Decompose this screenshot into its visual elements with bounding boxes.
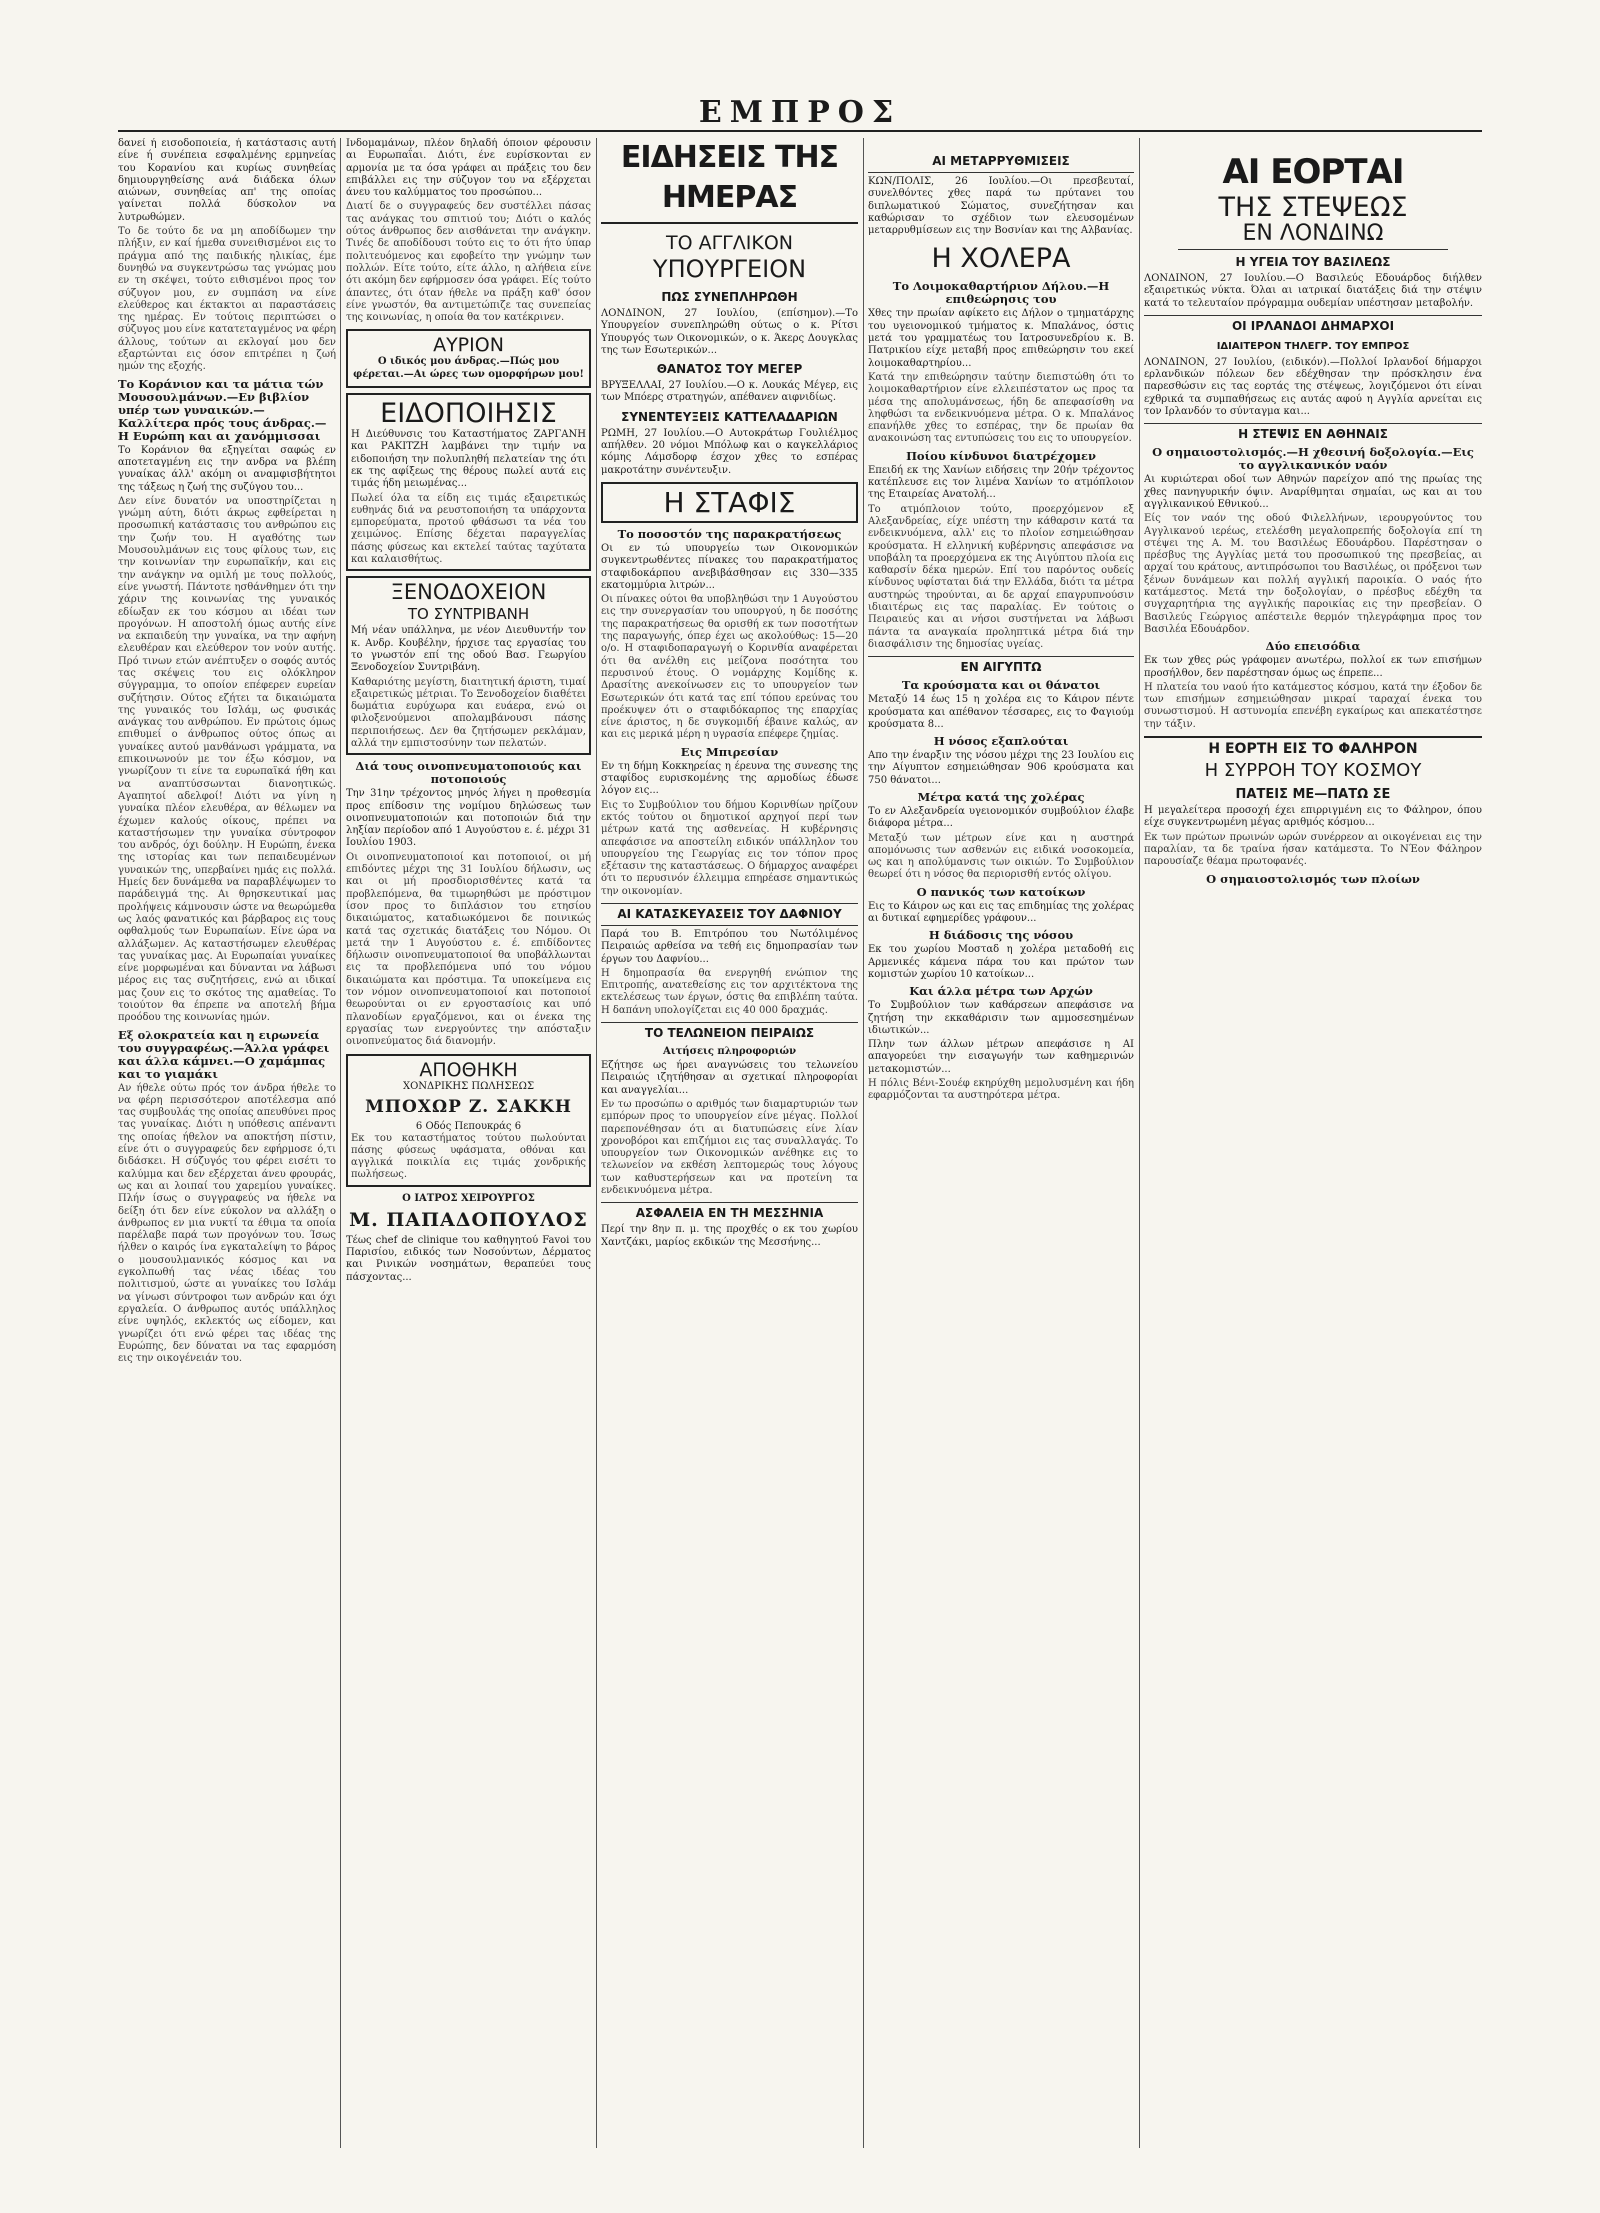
- article-title: ΟΙ ΙΡΛΑΝΔΟΙ ΔΗΜΑΡΧΟΙ: [1144, 315, 1482, 334]
- notice-text: Μή νέαν υπάλληνα, με νέον Διευθυντήν τον κ. Ανδρ. Κουβέλην, ήρχισε τας εργασίας του το γνωστόν επί της οδού Βασ. Γεωργίου Ξενοδοχείον Συντριβάνη.: [351, 625, 586, 674]
- article-subtitle: Ο σημαιοστολισμός.—Η χθεσινή δοξολογία.—Εις το αγγλικανικόν ναόν: [1152, 445, 1474, 473]
- article-continuation: Είς τον ναόν της οδού Φιλελλήνων, ιερουργούντος του Αγγλικανού ιερέως, ετελέσθη μεγαλοπρεπής δοξολογία επί τη στέψει της Α. Μ. του Βασιλέως Εδουάρδου. Παρέστησαν ο πρέσβυς της Αγγλίας μετά του προσωπικού της πρεσβείας, αι αρχαί του κράτους, αντιπρόσωποι του Βασιλέως, οι πρόξενοι των ξένων δυνάμεων και πολλή αγγλική παροικία. Ο ναός ήτο κατάμεστος. Μετά την δοξολογίαν, ο πρέσβυς εδέχθη τα συγχαρητήρια της αγγλικής παροικίας εις την πρεσβείαν. Ο Βασιλεύς Γεώργιος απέστειλε θερμόν τηλεγράφημα προς τον Βασιλέα Εδουάρδον.: [1144, 513, 1482, 635]
- column-4: [868, 138, 1134, 2148]
- notice-continuation: Πωλεί όλα τα είδη εις τιμάς εξαιρετικώς ευθηνάς διά να ρευστοποιήση τα υπάρχοντα εμπορεύματα, προτού φθάσωσι τα νέα του χειμώνος. Επίσης δέχεται παραγγελίας πάσης φύσεως και εκτελεί ταύτας ταχύτατα και καλαισθήτως.: [351, 492, 586, 566]
- ad-title: ΑΠΟΘΗΚΗ: [419, 1058, 518, 1081]
- article-text: ΛΟΝΔΙΝΟΝ, 27 Ιουλίου.—Ο Βασιλεύς Εδουάρδος διήλθεν εξαιρετικώς νύκτα. Όλαι αι ιατρικαί διατάξεις διά την στέψιν κατά το τελευταίον πρόγραμμα ουδεμίαν υπέστησαν μεταβολήν.: [1144, 273, 1482, 309]
- notice-box-aurion: [346, 329, 591, 388]
- article-title: ΑΙ ΜΕΤΑΡΡΥΘΜΙΣΕΙΣ: [868, 154, 1134, 173]
- notice-title: ΕΙΔΟΠΟΙΗΣΙΣ: [380, 398, 557, 430]
- article-subtitle: Το Λοιμοκαθαρτήριον Δήλου.—Η επιθεώρησις του: [892, 279, 1110, 307]
- article-title: ΑΣΦΑΛΕΙΑ ΕΝ ΤΗ ΜΕΣΣΗΝΙΑ: [601, 1202, 858, 1221]
- article-title: Η ΧΟΛΕΡΑ: [931, 243, 1071, 275]
- ad-text: Τέως chef de clinique του καθηγητού Favoi του Παρισίου, ειδικός των Νοσούντων, Δέρματος και Ρινικών νοσημάτων, θεραπεύει τους πάσχοντας...: [346, 1234, 591, 1283]
- article-subtitle: ΠΑΤΕΙΣ ΜΕ—ΠΑΤΩ ΣΕ: [1235, 787, 1391, 803]
- article-title: Η ΣΤΕΨΙΣ ΕΝ ΑΘΗΝΑΙΣ: [1144, 423, 1482, 442]
- article-text: Εκ των χθες ρώς γράφομεν ανωτέρω, πολλοί εκ των επισήμων προσήλθον, δεν παρέστησαν όμως ως έπρεπε...: [1144, 655, 1482, 679]
- ad-title: Ο ΙΑΤΡΟΣ ΧΕΙΡΟΥΡΓΟΣ: [402, 1192, 535, 1204]
- article-title: ΤΟ ΤΕΛΩΝΕΙΟΝ ΠΕΙΡΑΙΩΣ: [601, 1022, 858, 1041]
- section-heading: Η νόσος εξαπλούται: [933, 734, 1069, 749]
- notice-text: Η Διεύθυνσις του Καταστήματος ΖΑΡΓΑΝΗ και ΡΑΚΙΤΖΗ λαμβάνει την τιμήν να ειδοποιήση την πολυπληθή πελατείαν της ότι εκ της αφίξεως της θέρους πωλεί αυτά εις τιμάς ήδη μειωμένας...: [351, 429, 586, 490]
- column-2: [346, 138, 591, 2148]
- article-text: Μεταξύ 14 έως 15 η χολέρα εις το Κάιρον πέντε κρούσματα και απέθανον τέσσαρες, εις το Φαγιούμ κρούσματα 8...: [868, 694, 1134, 730]
- section-heading: Μέτρα κατά της χολέρας: [917, 789, 1085, 804]
- article-text: ΡΩΜΗ, 27 Ιουλίου.—Ο Αυτοκράτωρ Γουλιέλμος απήλθεν. 20 νόμοι Μπόλωφ και ο καγκελλάριος κόμης Λάμσδορφ έσχον χθες το εσπέρας μακροτάτην συνέντευξιν.: [601, 427, 858, 476]
- ad-address: 6 Οδός Πεπουκράς 6: [415, 1120, 522, 1132]
- article-continuation: Εις το Συμβούλιον του δήμου Κορινθίων ηρίζουν εκτός τούτου οι δημοτικοί αρχηγοί περί των μέτρων κατά της ασθενείας. Η κυβέρνησις απεφάσισε να αποστείλη ειδικόν υπάλληλον του υπουργείου της Γεωργίας εις τον τόπον προς εξέτασιν της καταστάσεως. Ο δήμαρχος αναφέρει ότι το περυσινόν έλλειμμα επηρέασε σημαντικώς την οικονομίαν.: [601, 799, 858, 897]
- section-heading: Και άλλα μέτρα των Αρχών: [909, 984, 1093, 999]
- article-title: ΕΝ ΑΙΓΥΠΤΩ: [868, 656, 1134, 675]
- article-continuation: Εν τω προσώπω ο αριθμός των διαμαρτυριών των εμπόρων προς το υπουργείον είνε μέγας. Πολλοί παρεπονέθησαν ότι αι διατυπώσεις είνε λίαν χρονοβόροι και επιζήμιοι εις τας συναλλαγάς. Το υπουργείον των Οικονομικών ανέθηκε εις το τελωνείον να εκθέση λεπτομερώς τους λόγους των καθυστερήσεων και να προτείνη τα ενδεικνυόμενα μέτρα.: [601, 1098, 858, 1197]
- article-title: ΤΟ ΑΓΓΛΙΚΟΝ: [666, 232, 793, 254]
- article-continuation: Η πλατεία του ναού ήτο κατάμεστος κόσμου, κατά την έξοδον δε των επισήμων εσημειώθησαν μικραί ταραχαί ένεκα του συνωστισμού. Η αστυνομία επενέβη εγκαίρως και απεκατέστησε την τάξιν.: [1144, 681, 1482, 730]
- article-text: ΒΡΥΞΕΛΛΑΙ, 27 Ιουλίου.—Ο κ. Λουκάς Μέγερ, εις των Μπόερς στρατηγών, απέθανεν αιφνιδίως.: [601, 380, 858, 404]
- article-text: δανεί ή εισοδοποιεία, ή κατάστασις αυτή είνε ή συνέπεια εσφαλμένης ερμηνείας του Κορανίου και κυρίως συνηθείας δημιουργηθείσης ανά διάδεκα όλων αιώνων, συνηθείας απ' της οποίας γαίνεται πολλά δύσκολον να λυτρωθώμεν.: [118, 138, 336, 223]
- notice-continuation: Καθαριότης μεγίστη, διαιτητική άριστη, τιμαί εξαιρετικώς μέτριαι. Το Ξενοδοχείον διαθέτει δωμάτια ευρύχωρα και ευάερα, ενώ οι φιλοξενούμενοι απολαμβάνουσι πάσης περιποιήσεως. Δεν θα ζητήσωμεν ρεκλάμαν, αλλά την εμπιστοσύνην των πελατών.: [351, 676, 586, 749]
- notice-title: ΞΕΝΟΔΟΧΕΙΟΝ: [390, 580, 547, 605]
- notice-text: Ο ιδικός μου άνδρας.—Πώς μου φέρεται.—Αι ώρες των ομορφήρων μου!: [353, 356, 584, 380]
- column-rule: [340, 138, 341, 2148]
- article-text: Πλην των άλλων μέτρων απεφάσισε η ΑΙ απαγορεύει την εισαγωγήν των καθημερινών μετακομιστών...: [868, 1039, 1134, 1075]
- column-1: [118, 138, 336, 2148]
- section-heading: Ο πανικός των κατοίκων: [916, 884, 1086, 899]
- article-title: ΥΠΟΥΡΓΕΙΟΝ: [652, 255, 807, 283]
- article-text: ΚΩΝ/ΠΟΛΙΣ, 26 Ιουλίου.—Οι πρεσβευταί, συνελθόντες χθες παρά τω πρύτανει του διπλωματικού Σώματος, συνεζήτησαν και καθώρισαν το σχέδιον των ελευσομένων μεταρρυθμίσεων εις την Βοσνίαν και της Αλβανίας.: [868, 176, 1134, 237]
- article-text: Χθες την πρωίαν αφίκετο εις Δήλον ο τμηματάρχης του υγειονομικού τμήματος κ. Μπαλάνος, όστις μετά του γραμματέως του Ιατροσυνεδρίου κ. Β. Πατρικίου είχε μεταβή προς επιθεώρησιν του εκεί λοιμοκαθαρτηρίου...: [868, 308, 1134, 369]
- section-heading: Εξ ολοκρατεία και η ειρωνεία του συγγραφέως.—Άλλα γράφει και άλλα κάμνει.—Ο χαμάμπας και το γιαμάκι: [118, 1027, 330, 1081]
- article-title: ΘΑΝΑΤΟΣ ΤΟΥ ΜΕΓΕΡ: [656, 362, 803, 377]
- article-text: Αι κυριώτεραι οδοί των Αθηνών παρείχον από της πρωίας της χθες πανηγυρικήν όψιν. Αναρίθμηται σημαίαι, ως και αι του αγγλικανικού Εθνικού...: [1144, 474, 1482, 510]
- article-title: ΕΝ ΛΟΝΔΙΝΩ: [1242, 221, 1384, 246]
- notice-box-xenodoxeion: [346, 576, 591, 755]
- article-text: Περί την 8ην π. μ. της προχθές ο εκ του χωρίου Χαντζάκι, μαρίος εκδικών της Μεσσήνης...: [601, 1224, 858, 1248]
- column-rule: [1139, 138, 1140, 2148]
- notice-box-eidopoiisis: [346, 393, 591, 571]
- section-heading: Το Κοράνιον και τα μάτια τών Μουσουλμάνων.—Εν βιβλίον υπέρ των γυναικών.—Καλλίτερα πρός τους άνδρας.—Η Ευρώπη και αι χανόμμισσαι: [118, 376, 327, 443]
- section-heading: Διά τους οινοπνευματοποιούς και ποτοποιούς: [355, 759, 582, 787]
- article-continuation: Οι οινοπνευματοποιοί και ποτοποιοί, οι μή επιδόντες μέχρι της 31 Ιουλίου δήλωσιν, ως και οι μή προσδιορισθέντες κατά τα προβλεπόμενα, θα τιμωρηθώσι με πρόστιμον ίσον προς το διπλάσιον του ετησίου δικαιώματος, καταδιωκόμενοι δε ποινικώς κατά τας σχετικάς διατάξεις του Νόμου. Οι μετά την 1 Αυγούστου ε. έ. επιδίδοντες δήλωσιν οινοπνευματοποιοί θα υποβάλλωνται εις τα προβλεπόμενα υπό του νόμου δικαιώματα και πρόστιμα. Τα υποκείμενα εις τον νόμον οινοπνευματοποιοί και ποτοποιοί θεωρούνται οι εν εργοστασίοις και υπό πλανοδίων εργαζόμενοι, και οι ένεκα της εργασίας των ενεργούντες την απόσταξιν οινοπνεύματος διά διανομήν.: [346, 851, 591, 1048]
- article-title: Η ΕΟΡΤΗ ΕΙΣ ΤΟ ΦΑΛΗΡΟΝ: [1144, 736, 1482, 757]
- article-text: Το Κοράνιον θα εξηγείται σαφώς εν αποτεταγμένη εις την ανδρα να βλέπη γυναίκας άλλ' ακόμη οι αναμφισβήτητοι της τάξεως η ζωή της συζύγου του...: [118, 444, 336, 493]
- article-title: ΑΙ ΕΟΡΤΑΙ: [1222, 152, 1404, 192]
- article-continuation: Μεταξύ των μέτρων είνε και η αυστηρά απομόνωσις των ασθενών εις ειδικά νοσοκομεία, ως και η απολύμανσις των οικιών. Το Συμβούλιον θεωρεί ότι η νόσος θα περιορισθή εντός ολίγου.: [868, 832, 1134, 881]
- section-heading: Εις Μπιρεσίαν: [680, 744, 779, 759]
- article-continuation: Εκ των πρώτων πρωινών ωρών συνέρρεον αι οικογένειαι εις την παραλίαν, τα δε τραίνα ήσαν κατάμεστα. Το ΝΈον Φάληρον παρουσίαζε θέαμα πρωτοφανές.: [1144, 831, 1482, 868]
- article-subtitle: Το ποσοστόν της παρακρατήσεως: [617, 526, 842, 541]
- article-title: ΤΗΣ ΣΤΕΨΕΩΣ: [1218, 192, 1408, 223]
- ad-doctor-name: Μ. ΠΑΠΑΔΟΠΟΥΛΟΣ: [349, 1208, 588, 1231]
- divider: [1178, 249, 1448, 250]
- column-rule: [863, 138, 864, 2148]
- article-text: Παρά του Β. Επιτρόπου του Νωτόλιμένος Πειραιώς αρθείσα να τεθή εις δημοπρασίαν των έργων του Δαφνίου...: [601, 928, 858, 965]
- article-text: Απο την έναρξιν της νόσου μέχρι της 23 Ιουλίου εις την Αίγυπτον εσημειώθησαν 906 κρούσματα και 750 θάνατοι...: [868, 750, 1134, 786]
- article-continuation: Διατί δε ο συγγραφεύς δεν συστέλλει πάσας τας ανάγκας του σπιτιού του; Διότι ο καλός ούτος άνθρωπος δεν αισθάνεται την ανάγκην. Τινές δε αποδίδουσι τούτο εις το ότι ήτο ύπαρ πολιτευόμενος και εφοβείτο την γνώμην των πολλών. Είτε τούτο, είτε άλλο, η αλήθεια είνε ότι ακόμη δεν εφήρμοσεν όσα γράφει. Είς τούτο άπαντες, ότι όταν ήθελε να πράξη καθ' όσον είνε γνωστόν, θα αντιμετώπιζε τας συνεπείας της κοινωνίας, η οποία θα τον κατέκρινεν.: [346, 201, 591, 324]
- article-text: Οι εν τώ υπουργείω των Οικονομικών συγκεντρωθέντες πίνακες του παρακρατήματος σταφιδοκάρπου ανεβιβάσθησαν εις 330—335 εκατομμύρια λιτρών...: [601, 542, 858, 591]
- article-text: Εζήτησε ως ήρει αναγνώσεις του τελωνείου Πειραιώς ιζητήθησαν αι σχετικαί πληροφορίαι και αναγγελίαι...: [601, 1060, 858, 1096]
- article-text: Η μεγαλείτερα προσοχή έχει επιρριγμένη εις το Φάληρον, όπου είχε συγκεντρωμένη μέγας αριθμός κόσμου...: [1144, 805, 1482, 829]
- section-heading: Δύο επεισόδια: [1265, 639, 1361, 654]
- article-text: Το εν Αλεξανδρεία υγειονομικόν συμβούλιον έλαβε διάφορα μέτρα...: [868, 805, 1134, 830]
- advertisement-apothiki: [346, 1054, 591, 1187]
- article-title: Η ΣΤΑΦΙΣ: [663, 485, 796, 519]
- article-text: ΛΟΝΔΙΝΟΝ, 27 Ιουλίου, (επίσημον).—Το Υπουργείον συνεπληρώθη ούτως ο κ. Ρίτσι Υπουργός των Οικονομικών, ο κ. Άκερς Δουγκλας της των Εσωτερικών...: [601, 308, 858, 356]
- article-text: Επειδή εκ της Χανίων ειδήσεις την 20ήν τρέχοντος κατέπλευσε εις τον λιμένα Χανίων το ατμόπλοιον της Εταιρείας Ανατολή...: [868, 464, 1134, 501]
- article-continuation: Δεν είνε δυνατόν να υποστηρίζεται η γνώμη αύτη, διότι άκρως εφθείρεται η προσωπική κατάστασις του ανθρώπου εις την ζωήν του. Η αγαθότης των Μουσουλμάνων εις τους φίλους των, εις την κοινωνίαν την ευρωπαϊκήν, και εις την ανάγκην να ομιλή με τους πολλούς, είνε γνωστή. Πάντοτε ησθάνθημεν ότι την χάριν της κοινωνίας της γυναικός εδίωξαν εκ του κόσμου αι ιδέαι των προγόνων. Η αποστολή όμως αυτής είνε να εκπαιδεύη την γυναίκα, να την αφήνη ελευθέραν και ελεύθερον τον νούν αυτής. Πρό τινων ετών ανέπτυξεν ο σοφός αυτός τας σκέψεις του εις ολόκληρον σύγγραμμα, το οποίον επέφερεν ευρείαν συζήτησιν. Ούτος εζήτει τα δικαιώματα της γυναικός του Ισλάμ, ως φυσικάς ανάγκας του ανθρώπου. Εν πρώτοις όμως επιθυμεί ο άνθρωπος ούτος όπως αι γυναίκες αυτού μανθάνωσι γράμματα, να επικοινωνούν με τον έξω κόσμον, να γνωρίζουν τι είνε τα ευρωπαϊκά ήθη και να αναπτύσσωνται διανοητικώς. Αγαπητοί αδελφοί! Διότι να γίνη η γυναίκα πλέον ελευθέρα, αν θέλωμεν να έχωμεν καλούς οίκους, πρέπει να καταστήσωμεν την γυναίκα σύντροφον του ανδρός, όχι δούλην. Η Ευρώπη, ένεκα της ιστορίας και των πεπαιδευμένων γυναικών της, υπερβαίνει ημάς εις πολλά. Ημείς δεν δυνάμεθα να παραβλέψωμεν το παράδειγμά της. Αι θρησκευτικαί μας προλήψεις κάμνουσιν ώστε να θεωρώμεθα ως λαός φανατικός και βάρβαρος εις τους οφθαλμούς των Ευρωπαίων. Είνε ώρα να αλλάξωμεν. Ας καταστήσωμεν ελευθέρας τας γυναίκας μας. Αι Ευρωπαίαι γυναίκες είνε μορφωμέναι και δύνανται να λάβωσι μέρος εις τας συζητήσεις, ενώ αι ιδικαί μας ζουν εις το σκότος της αμαθείας. Το τοιούτον θα έπρεπε να αποτελή βήμα προόδου της κοινωνίας ημών.: [118, 495, 336, 1024]
- masthead: ΕΜΠΡΟΣ: [698, 95, 902, 130]
- section-headline: ΕΙΔΗΣΕΙΣ ΤΗΣ ΗΜΕΡΑΣ: [601, 138, 858, 224]
- ad-company: ΜΠΟΧΩΡ Ζ. ΣΑΚΚΗ: [365, 1096, 572, 1117]
- article-title: Η ΣΥΡΡΟΗ ΤΟΥ ΚΟΣΜΟΥ: [1204, 760, 1422, 782]
- article-subtitle: ΠΩΣ ΣΥΝΕΠΛΗΡΩΘΗ: [661, 290, 798, 304]
- article-box-stafis: [601, 482, 858, 523]
- article-text: Την 31ην τρέχοντος μηνός λήγει η προθεσμία προς επίδοσιν της νομίμου δηλώσεως των οινοπνευματοποιών και ποτοποιών διά την ληξίαν περίοδον από 1 Αυγούστου ε. έ. μέχρι 31 Ιουλίου 1903.: [346, 788, 591, 849]
- article-text: ΛΟΝΔΙΝΟΝ, 27 Ιουλίου, (ειδικόν).—Πολλοί Ιρλανδοί δήμαρχοι ερλανδικών πόλεων δεν εδέχθησαν την πρόσκλησιν ένα παρεσθώσιν εις τας εορτάς της στέψεως, λογιζόμενοι ότι είναι εχθρικά τα συμπαθήσεως εις αυτάς αφού η Αγγλία αρνείται εις τον Ιρλανδόν το σύνταγμα και...: [1144, 356, 1482, 418]
- article-subtitle: Η ΥΓΕΙΑ ΤΟΥ ΒΑΣΙΛΕΩΣ: [1235, 255, 1391, 269]
- article-continuation: Αν ήθελε ούτω πρός τον άνδρα ήθελε το να φέρη περισσότερον αποτέλεσμα από τας συμβουλάς της οποίας απευθύνει προς τας γυναίκας. Διότι η υπόθεσις απέναντι της οποίας ήθελον να αποκτήση πίστιν, είνε ότι ο συγγραφεύς δεν εφήρμοσε ό,τι διδάσκει. Η σύζυγός του φέρει εισέτι το καλύμμα και δεν εξέρχεται άνευ φρουράς, ως και αι λοιπαί του χαρεμίου γυναίκες. Πλήν ίσως ο συγγραφεύς να ήθελε να δείξη ότι δεν είνε εύκολον να αλλάξη ο άνθρωπος εν μια νυκτί τα έθιμα τα οποία παρέλαβε παρά των προγόνων του. Ίσως ήλθεν ο καιρός ίνα εγκαταλείψη το βάρος ο μουσουλμανικός κόσμος και να εγκολπωθή τας νέας ιδέας του πολιτισμού, ώστε αι γυναίκες του Ισλάμ να γίνωσι σύντροφοι των ανδρών και όχι εργαλεία. Ο άνθρωπος αυτός υπάλληλος είνε υψηλός, εκλεκτός ως είδομεν, και γνωρίζει ότι ενώ φέρει τας ιδέας της Ευρώπης, δεν δύναται να τας εφαρμόση εις την οικογένειάν του.: [118, 1082, 336, 1365]
- section-heading: Ποίου κίνδυνοι διατρέχομεν: [906, 448, 1096, 463]
- section-heading: Η διάδοσις της νόσου: [928, 928, 1074, 943]
- article-continuation: Η δημοπρασία θα ενεργηθή ενώπιον της Επιτροπής, ανατεθείσης εις τον αρχιτέκτονα της εκτελέσεως των έργων, όστις θα επιβλέπη ταύτα. Η δαπάνη υπολογίζεται εις 40 000 δραχμάς.: [601, 967, 858, 1016]
- article-text: Εις το Κάιρον ως και εις τας επιδημίας της χολέρας αι δυτικαί εφημερίδες γράφουν...: [868, 900, 1134, 925]
- article-text: Εκ του χωρίου Μοσταδ η χολέρα μεταδοθή εις Αρμενικές κάμενα πάρα του και πρώτον των κομιστών χωρίου 10 κατοίκων...: [868, 944, 1134, 980]
- article-subtitle: Τα κρούσματα και οι θάνατοι: [901, 678, 1101, 693]
- article-subtitle: Αιτήσεις πληροφοριών: [662, 1046, 797, 1058]
- article-continuation: Το ατμόπλοιον τούτο, προερχόμενον εξ Αλεξανδρείας, είχε υπέστη την κάθαρσιν κατά τα ενδεικνυόμενα, αλλ' εις το πλοίον εσημειώθησαν κρούσματα. Η ελληνική κυβέρνησις απεφάσισε να υποβάλη τα προερχόμενα εκ της Αιγύπτου πλοία εις καθαρσίν δέκα ημερών. Επί του παρόντος ουδείς κίνδυνος υφίσταται διά την Ελλάδα, διότι τα μέτρα αυστηρώς τηρούνται, αι δε αρχαί επαγρυπνούσιν ιδιαιτέρως εις τας παραλίας. Εν τούτοις ο Πειραιεύς και αι νήσοι συστήνεται να λάβωσι πάντα τα αναγκαία προληπτικά μέτρα διά την διασφάλισιν της δημοσίας υγείας.: [868, 503, 1134, 650]
- ad-text: Εκ του καταστήματος τούτου πωλούνται πάσης φύσεως υφάσματα, οθόναι και αγγλικά ποικιλία εις τιμάς χονδρικής πωλήσεως.: [351, 1132, 586, 1181]
- notice-subtitle: ΤΟ ΣΥΝΤΡΙΒΑΝΗ: [407, 605, 530, 624]
- column-rule: [596, 138, 597, 2148]
- notice-title: ΑΥΡΙΟΝ: [433, 334, 504, 357]
- article-text: Ινδομαμάνων, πλέον δηλαδή όποιον φέρουσιν αι Ευρωπαΐαι. Διότι, ένε ευρίσκονται εν αρμονία με τα όσα γράφει αι πράξεις του δεν επιβάλλει εις την σύζυγον του να εξέρχεται άνευ του καλύμματος του προσώπου...: [346, 138, 591, 199]
- article-text: Εν τη δήμη Κοκκηρείας η έρευνα της συνεσης της σταφίδος ευρισκομένης της αρμοδίως έδωσε λόγον εις...: [601, 760, 858, 797]
- column-5: [1144, 138, 1482, 2148]
- column-3: [601, 138, 858, 2148]
- article-title: ΣΥΝΕΝΤΕΥΞΕΙΣ ΚΑΤΤΕΛΑΔΑΡΙΩΝ: [621, 409, 838, 424]
- masthead-rule: [118, 130, 1482, 132]
- article-subtitle: ΙΔΙΑΙΤΕΡΟΝ ΤΗΛΕΓΡ. ΤΟΥ ΕΜΠΡΟΣ: [1216, 340, 1410, 352]
- article-title: ΑΙ ΚΑΤΑΣΚΕΥΑΣΕΙΣ ΤΟΥ ΔΑΦΝΙΟΥ: [601, 903, 858, 926]
- section-heading: Ο σημαιοστολισμός των πλοίων: [1206, 871, 1420, 886]
- article-continuation: Το δε τούτο δε να μη αποδίδωμεν την πλήξιν, εν καί ήμεθα συνειθισμένοι εις το πράγμα από της παιδικής ηλικίας, έμε δυνηθώ να συγκεντρώσω τας γνώμας μου εν τη σκέψει, τούτο ειθισμένοι προς τον σύζυγον μου, εν συμπάση να είνε ελεύθερος και έκτακτοι αι παραστάσεις της ημέρας. Εν τούτοις περιπτώσει ο σύζυγος μου είνε κατατεταγμένος να φέρη άλλους, τούτων αι εκλογαί μου δεν εξαρτώνται εις όσον επιτρέπει η ζωή ημών της εξοχής.: [118, 226, 336, 373]
- ad-subtitle: ΧΟΝΔΡΙΚΗΣ ΠΩΛΗΣΕΩΣ: [402, 1080, 535, 1092]
- article-continuation: Οι πίνακες ούτοι θα υποβληθώσι την 1 Αυγούστου εις την συνεργασίαν του υπουργού, η δε ποσότης της παρακρατήσεως θα ορισθή εκ των ποσοτήτων της παραγωγής, όπερ έχει ως ακολούθως: 15—20 ο/ο. Η σταφιδοπαραγωγή ο Κορινθία αναφέρεται ότι θα ανέλθη εις μείζονα ποσότητα του περυσινού έτους. Ο νομάρχης Κομίδης κ. Δρασίτης ανεκοίνωσεν εις το υπουργείον των Εσωτερικών ότι κατά τας επί τόπου ερεύνας του προέκυψεν ότι ο σταφιδόκαρπος της επαρχίας είνε άριστος, η δε συγκομιδή έβαινε καλώς, αν και εις μερικά μέρη η υγρασία επέφερε ζημίας.: [601, 594, 858, 741]
- article-text: Το Συμβούλιον των καθάρσεων απεφάσισε να ζητήση την εκκαθάρισιν των αμμοσεσημένων ιδιωτικών...: [868, 1000, 1134, 1036]
- article-continuation: Η πόλις Βένι-Σουέφ εκηρύχθη μεμολυσμένη και ήδη εφαρμόζονται τα αυστηρότερα μέτρα.: [868, 1078, 1134, 1102]
- article-continuation: Κατά την επιθεώρησιν ταύτην διεπιστώθη ότι το λοιμοκαθαρτήριον είνε ελλειπέστατον ως προς τα μέσα της απολυμάνσεως, ήδη δε απεφασίσθη να ληφθώσι τα ενδεικνυόμενα μέτρα. Ο κ. Μπαλάνος επανήλθε χθες το εσπέρας, την δε πρωίαν θα ανακοινώση τας εντυπώσεις του εις το υπουργείον.: [868, 371, 1134, 445]
